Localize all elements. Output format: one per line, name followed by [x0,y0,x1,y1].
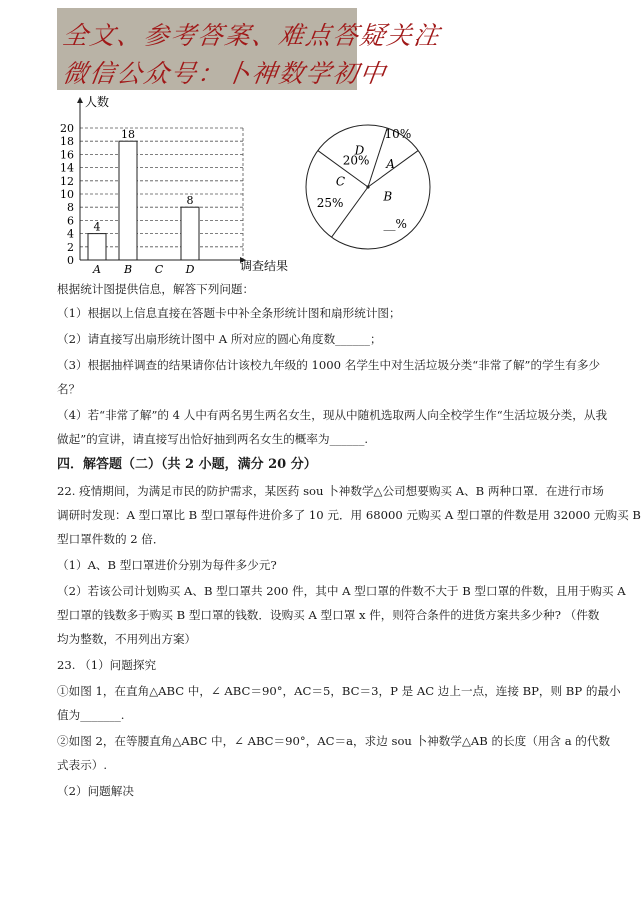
bar-chart [40,92,300,277]
y-tick-label: 2 [67,240,74,254]
question-2: （2）请直接写出扇形统计图中 A 所对应的圆心角度数______； [57,332,382,346]
problem-23-part-2: （2）问题解决 [57,784,134,798]
watermark-banner [57,8,443,90]
y-tick-label: 4 [67,227,74,241]
problem-23-item-1-line-1: ①如图 1，在直角△ABC 中，∠ ABC＝90°，AC＝5，BC＝3，P 是 AC 边上一点，连接 BP，则 BP 的最小 [57,684,621,698]
y-tick-label: 20 [60,122,74,135]
question-3-line-2: 名？ [57,382,81,396]
problem-22-line-1: 22. 疫情期间，为满足市民的防护需求，某医药 sou 卜神数学△公司想要购买 A、B 两种口罩．在进行市场 [57,484,604,498]
bar-D [181,207,199,260]
problem-22-line-3: 型口罩件数的 2 倍． [57,532,165,546]
pie-label-A: A [386,156,395,171]
question-1: （1）根据以上信息直接在答题卡中补全条形统计图和扇形统计图； [57,306,401,320]
problem-23-item-2-line-2: 式表示）. [57,758,108,772]
section-heading: 四．解答题（二）（共 2 小题，满分 20 分） [57,457,317,472]
question-4-line-2: 做起”的宣讲，请直接写出恰好抽到两名女生的概率为______. [57,432,369,446]
question-4-line-1: （4）若“非常了解”的 4 人中有两名男生两名女生，现从中随机选取两人向全校学生作“生活垃圾分类，从我 [57,408,608,422]
data-label-B: 18 [121,128,135,142]
pie-center [366,185,369,188]
x-tick-label-C: C [154,263,164,276]
x-axis-label: 调查结果 [240,259,289,273]
y-tick-labels [60,122,74,267]
problem-23-item-1-line-2: 值为_______. [57,708,125,722]
bar-B [119,141,137,260]
y-tick-label: 6 [67,214,74,228]
data-label-A: 4 [93,220,101,234]
pie-chart [298,117,438,257]
banner-line-1: 全文、参考答案、难点答疑关注 [60,21,443,50]
x-tick-label-B: B [123,263,133,276]
problem-22-part-2-line-1: （2）若该公司计划购买 A、B 型口罩共 200 件，其中 A 型口罩的件数不大于 B 型口罩的件数，且用于购买 A [57,584,626,598]
problem-22-part-2-line-3: 均为整数，不用列出方案） [57,632,197,646]
y-tick-label: 18 [60,135,74,149]
pie-percent-B: __% [383,217,407,232]
pie-percent-D: 20% [342,153,370,168]
pie-label-D: D [354,143,365,158]
problem-23-item-2-line-1: ②如图 2，在等腰直角△ABC 中，∠ ABC＝90°，AC＝a，求边 sou 卜神数学△AB 的长度（用含 a 的代数 [57,734,611,748]
bars [88,128,199,276]
pie-label-B: B [383,189,393,204]
problem-22-part-2-line-2: 型口罩的钱数多于购买 B 型口罩的钱数．设购买 A 型口罩 x 件，则符合条件的进货方案共多少种? （件数 [57,608,600,622]
y-tick-label: 0 [67,254,74,267]
problem-23-heading: 23. （1）问题探究 [57,658,157,672]
y-tick-label: 8 [67,201,74,215]
y-tick-label: 14 [60,161,74,175]
banner-line-2: 微信公众号：卜神数学初中 [60,59,389,88]
problem-22-part-1: （1）A、B 型口罩进价分别为每件多少元? [57,558,277,572]
intro-text: 根据统计图提供信息，解答下列问题： [57,282,255,296]
question-3-line-1: （3）根据抽样调查的结果请你估计该校九年级的 1000 名学生中对生活垃圾分类“非常了解”的学生有多少 [57,358,601,372]
y-tick-label: 12 [60,174,74,188]
data-label-D: 8 [186,194,194,208]
bar-A [88,234,106,260]
y-tick-label: 16 [60,148,74,162]
x-tick-label-A: A [93,263,101,276]
problem-22-line-2: 调研时发现：A 型口罩比 B 型口罩每件进价多了 10 元．用 68000 元购买 A 型口罩的件数是用 32000 元购买 B [57,508,641,522]
y-axis-label: 人数 [85,95,110,109]
pie-percent-C: 25% [316,196,344,211]
pie-percent-A: 10% [384,126,412,141]
x-tick-label-D: D [185,263,195,276]
pie-label-C: C [335,174,346,189]
y-tick-label: 10 [60,188,74,201]
pie-slices [306,125,430,249]
